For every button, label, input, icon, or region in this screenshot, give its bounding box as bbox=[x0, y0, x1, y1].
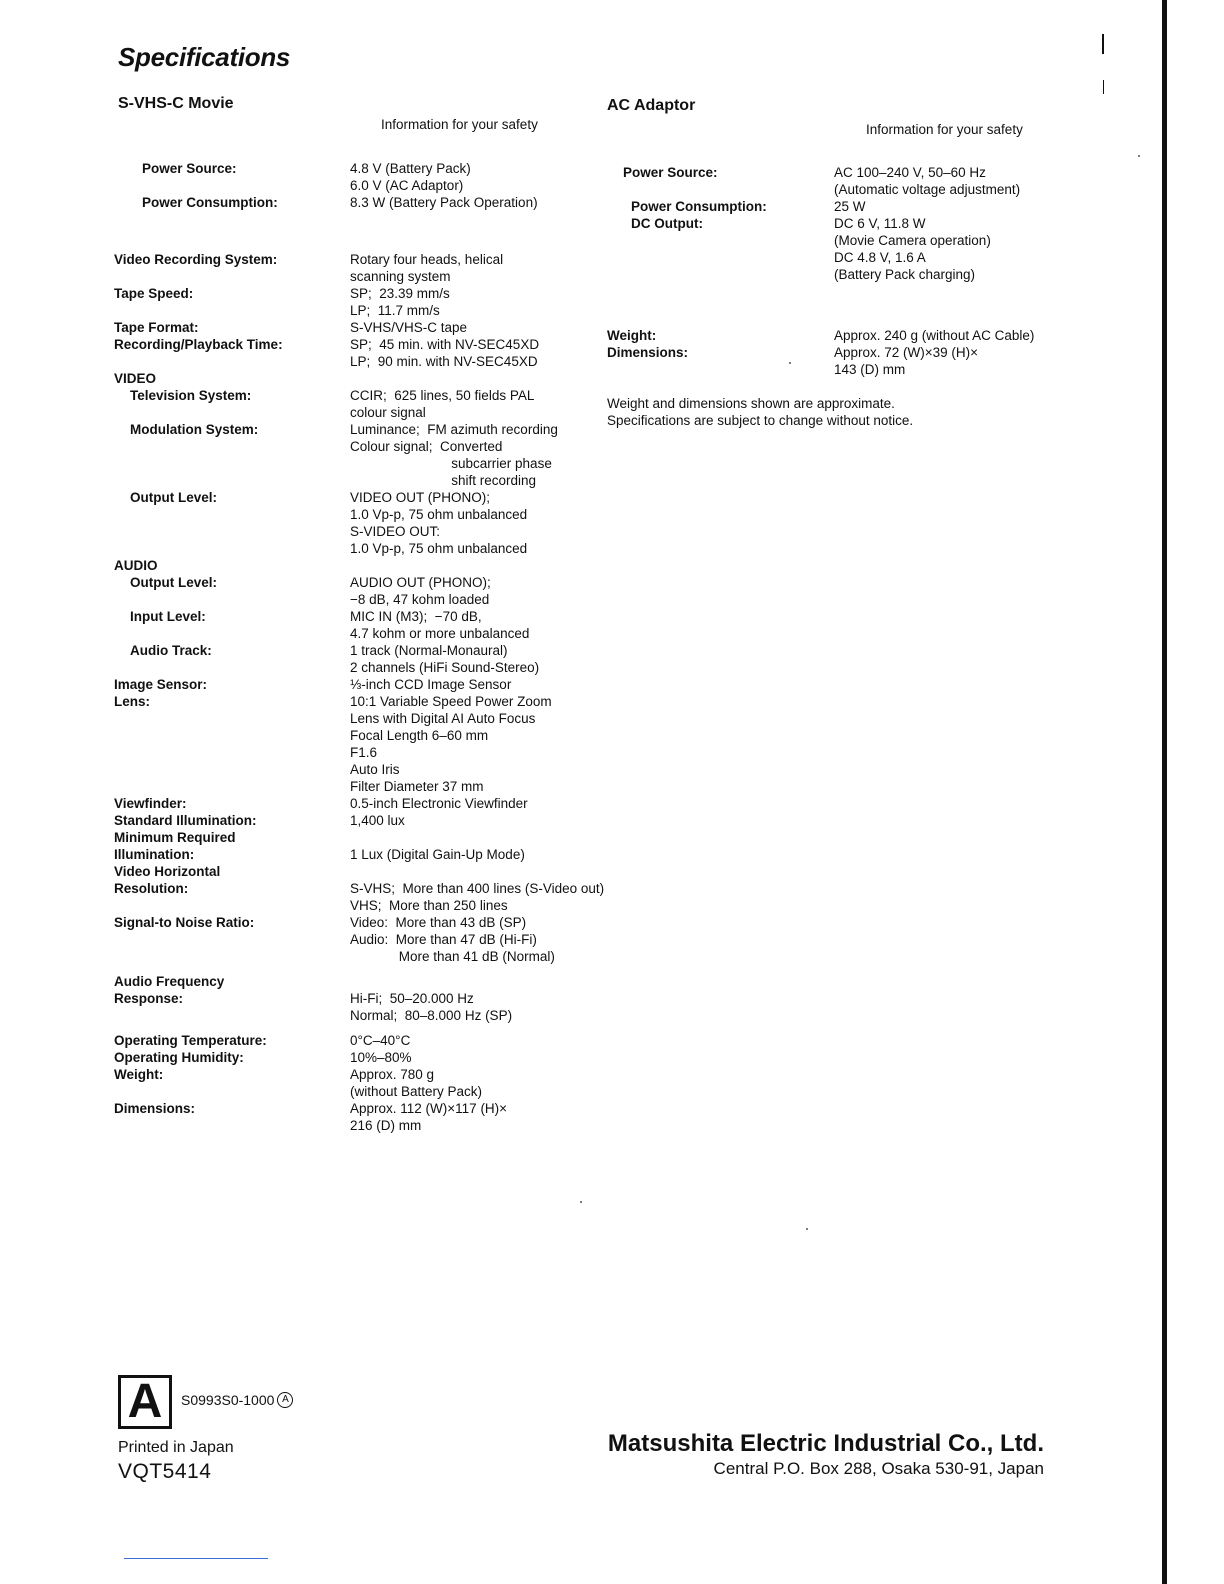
spec-group-row bbox=[114, 370, 604, 387]
spec-value: Approx. 780 g (without Battery Pack) bbox=[350, 1067, 483, 1099]
spec-group-label: AUDIO bbox=[114, 558, 158, 573]
spec-label: Output Level: bbox=[130, 575, 217, 590]
spec-value: VIDEO OUT (PHONO); 1.0 Vp-p, 75 ohm unbalanced S-VIDEO OUT: 1.0 Vp-p, 75 ohm unbalanced bbox=[350, 490, 528, 556]
spec-value: 8.3 W (Battery Pack Operation) bbox=[350, 195, 538, 210]
print-code bbox=[181, 1392, 293, 1408]
spec-value: Approx. 112 (W)×117 (H)× 216 (D) mm bbox=[350, 1101, 508, 1133]
spec-label: Power Consumption: bbox=[631, 199, 767, 214]
scan-mark bbox=[1103, 80, 1104, 94]
spec-label: DC Output: bbox=[631, 216, 703, 231]
spec-row bbox=[114, 642, 604, 676]
scan-speck bbox=[580, 1201, 582, 1203]
spec-value: CCIR; 625 lines, 50 fields PAL colour signal bbox=[350, 388, 535, 420]
scan-speck bbox=[1138, 155, 1140, 157]
page-title: Specifications bbox=[118, 42, 291, 72]
spec-label: Video Recording System: bbox=[114, 252, 278, 267]
spec-row bbox=[607, 198, 1034, 215]
spec-value: S-VHS/VHS-C tape bbox=[350, 320, 468, 335]
spec-label: Audio Track: bbox=[130, 643, 212, 658]
spec-label: Viewfinder: bbox=[114, 796, 187, 811]
spec-value: 1 track (Normal-Monaural) 2 channels (HiFi Sound-Stereo) bbox=[350, 643, 540, 675]
scan-speck bbox=[806, 1228, 808, 1230]
spec-row bbox=[114, 693, 604, 795]
spec-value: Luminance; FM azimuth recording Colour signal; Converted subcarrier phase shift recording bbox=[350, 422, 558, 488]
spec-row bbox=[114, 211, 604, 285]
scan-speck bbox=[789, 362, 791, 364]
spec-label: Modulation System: bbox=[130, 422, 259, 437]
spec-row bbox=[114, 1049, 604, 1066]
spec-row bbox=[114, 795, 604, 812]
spec-value: 1,400 lux bbox=[350, 813, 405, 828]
bottom-rule bbox=[124, 1558, 268, 1559]
spec-value: S-VHS; More than 400 lines (S-Video out) VHS; More than 250 lines bbox=[350, 881, 605, 913]
spec-value: MIC IN (M3); −70 dB, 4.7 kohm or more unbalanced bbox=[350, 609, 530, 641]
spec-label: Television System: bbox=[130, 388, 252, 403]
spec-row bbox=[114, 160, 604, 194]
spec-label: Signal-to Noise Ratio: bbox=[114, 915, 255, 930]
spec-row bbox=[114, 489, 604, 557]
spec-value: Approx. 240 g (without AC Cable) bbox=[834, 328, 1035, 343]
spec-label: Standard Illumination: bbox=[114, 813, 257, 828]
spec-value: 25 W bbox=[834, 199, 866, 214]
spec-value: ⅓-inch CCD Image Sensor bbox=[350, 677, 512, 692]
spec-label: Recording/Playback Time: bbox=[114, 337, 283, 352]
scan-mark bbox=[1102, 34, 1104, 54]
circled-a-icon: A bbox=[277, 1392, 293, 1408]
spec-label: Dimensions: bbox=[607, 345, 689, 360]
spec-label: Dimensions: bbox=[114, 1101, 196, 1116]
spec-value: Approx. 72 (W)×39 (H)× 143 (D) mm bbox=[834, 345, 979, 377]
spec-row bbox=[114, 914, 604, 965]
section-heading-movie: S-VHS-C Movie bbox=[118, 95, 234, 112]
spec-label: Output Level: bbox=[130, 490, 217, 505]
spec-label: Power Consumption: bbox=[142, 195, 278, 210]
spec-value: 0.5-inch Electronic Viewfinder bbox=[350, 796, 528, 811]
spec-row bbox=[114, 1066, 604, 1100]
notes bbox=[607, 395, 913, 429]
spec-label: Input Level: bbox=[130, 609, 206, 624]
spec-row bbox=[114, 608, 604, 642]
spec-value: Rotary four heads, helical scanning system bbox=[350, 252, 504, 284]
spec-value: Video: More than 43 dB (SP) Audio: More than 47 dB (Hi-Fi) More than 41 dB (Normal) bbox=[350, 915, 555, 964]
certification-badge bbox=[118, 1375, 172, 1429]
page-edge-border bbox=[1162, 0, 1167, 1584]
note-line: Specifications are subject to change without notice. bbox=[607, 413, 914, 428]
print-code-text: S0993S0-1000 bbox=[181, 1392, 275, 1408]
spec-row bbox=[114, 574, 604, 608]
spec-label: Minimum Required Illumination: bbox=[114, 830, 236, 862]
safety-note-ac-adaptor: Information for your safety bbox=[866, 122, 1023, 137]
spec-label: Tape Format: bbox=[114, 320, 199, 335]
spec-label: Tape Speed: bbox=[114, 286, 194, 301]
spec-row bbox=[114, 1024, 604, 1049]
spec-row bbox=[114, 421, 604, 489]
section-heading-ac-adaptor: AC Adaptor bbox=[607, 97, 696, 114]
spec-group-row bbox=[114, 557, 604, 574]
movie-spec-table bbox=[114, 160, 604, 1134]
spec-row bbox=[114, 194, 604, 211]
spec-label: Power Source: bbox=[142, 161, 237, 176]
printed-in: Printed in Japan bbox=[118, 1439, 234, 1456]
spec-row bbox=[607, 283, 1034, 344]
spec-label: Audio Frequency Response: bbox=[114, 974, 225, 1006]
spec-row bbox=[114, 1100, 604, 1134]
spec-value: SP; 23.39 mm/s LP; 11.7 mm/s bbox=[350, 286, 450, 318]
ac-adaptor-spec-table bbox=[607, 164, 1034, 378]
spec-row bbox=[114, 965, 604, 1024]
note-line: Weight and dimensions shown are approximate. bbox=[607, 396, 895, 411]
spec-value: AC 100–240 V, 50–60 Hz (Automatic voltage adjustment) bbox=[834, 165, 1021, 197]
spec-row bbox=[114, 319, 604, 336]
spec-value: 0°C–40°C bbox=[350, 1033, 411, 1048]
spec-label: Power Source: bbox=[623, 165, 718, 180]
safety-note-movie: Information for your safety bbox=[381, 117, 538, 132]
spec-value: 10:1 Variable Speed Power Zoom Lens with Digital AI Auto Focus Focal Length 6–60 mm F1.6 Auto Iris Filter Diameter 37 mm bbox=[350, 694, 552, 794]
spec-label: Image Sensor: bbox=[114, 677, 208, 692]
spec-value: 4.8 V (Battery Pack) 6.0 V (AC Adaptor) bbox=[350, 161, 471, 193]
spec-value: 10%–80% bbox=[350, 1050, 412, 1065]
spec-label: Lens: bbox=[114, 694, 151, 709]
spec-label: Weight: bbox=[114, 1067, 164, 1082]
spec-label: Video Horizontal Resolution: bbox=[114, 864, 221, 896]
spec-row bbox=[607, 164, 1034, 198]
spec-row bbox=[114, 676, 604, 693]
spec-row bbox=[114, 863, 604, 914]
spec-row bbox=[607, 215, 1034, 283]
spec-row bbox=[114, 285, 604, 319]
spec-value: Hi-Fi; 50–20.000 Hz Normal; 80–8.000 Hz (SP) bbox=[350, 991, 513, 1023]
spec-value: SP; 45 min. with NV-SEC45XD LP; 90 min. with NV-SEC45XD bbox=[350, 337, 540, 369]
spec-value: AUDIO OUT (PHONO); −8 dB, 47 kohm loaded bbox=[350, 575, 491, 607]
spec-row bbox=[607, 344, 1034, 378]
spec-row bbox=[114, 812, 604, 829]
model-number: VQT5414 bbox=[118, 1460, 212, 1483]
spec-label: Operating Humidity: bbox=[114, 1050, 244, 1065]
spec-value: DC 6 V, 11.8 W (Movie Camera operation) DC 4.8 V, 1.6 A (Battery Pack charging) bbox=[834, 216, 991, 282]
spec-value: 1 Lux (Digital Gain-Up Mode) bbox=[350, 847, 525, 862]
company-name: Matsushita Electric Industrial Co., Ltd. bbox=[607, 1430, 1044, 1457]
spec-label: Operating Temperature: bbox=[114, 1033, 267, 1048]
spec-row bbox=[114, 387, 604, 421]
spec-row bbox=[114, 829, 604, 863]
spec-label: Weight: bbox=[607, 328, 657, 343]
spec-row bbox=[114, 336, 604, 370]
badge-letter: A bbox=[127, 1375, 163, 1428]
company-address: Central P.O. Box 288, Osaka 530-91, Japan bbox=[713, 1459, 1044, 1478]
spec-group-label: VIDEO bbox=[114, 371, 157, 386]
